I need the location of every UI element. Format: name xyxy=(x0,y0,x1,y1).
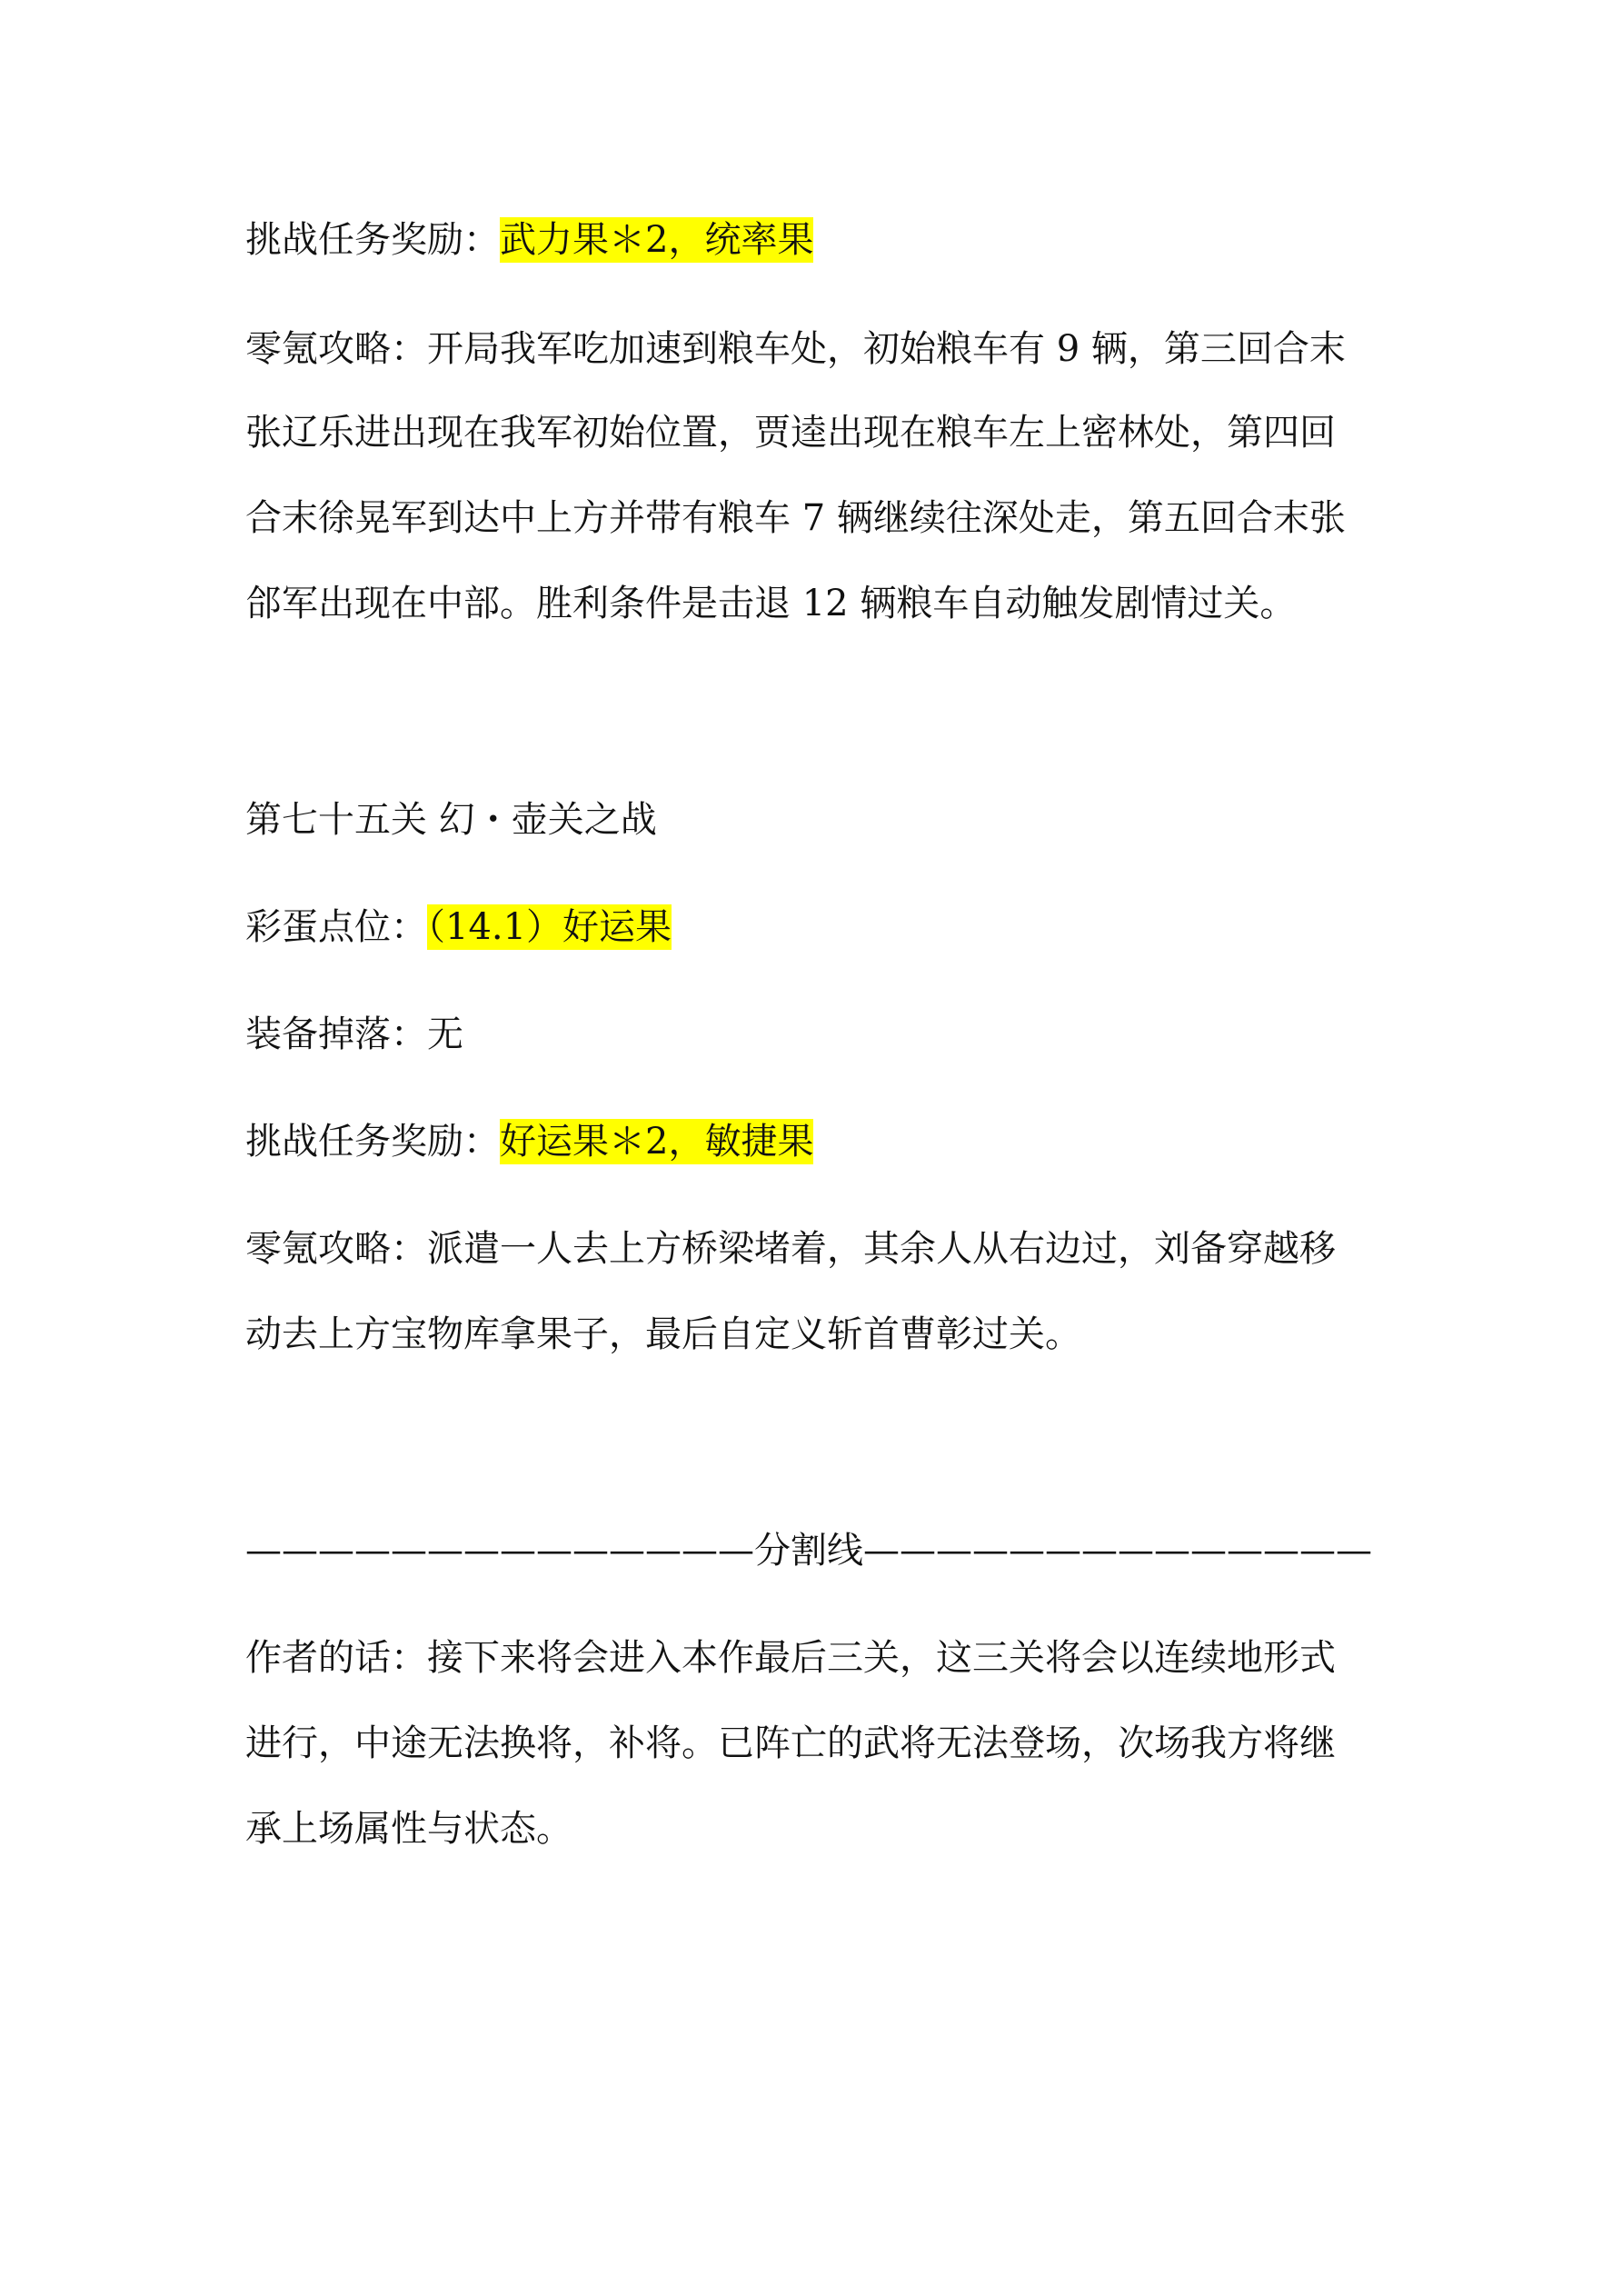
strategy-line: 合末徐晃军到达中上方并带有粮车 7 辆继续往深处走，第五回合末张 xyxy=(245,497,1346,539)
strategy-line: 郃军出现在中部。胜利条件是击退 12 辆粮车自动触发剧情过关。 xyxy=(245,583,1297,624)
level-title: 第七十五关 幻・壶关之战 xyxy=(245,799,657,841)
reward-label: 挑战任务奖励： xyxy=(245,1121,500,1163)
reward-value-highlight: 武力果＊2，统率果 xyxy=(500,219,814,261)
reward-line-2 xyxy=(245,1116,1390,1167)
author-note-line: 承上场属性与状态。 xyxy=(245,1808,572,1850)
easter-egg-line xyxy=(245,902,1390,953)
author-note-line: 进行，中途无法换将，补将。已阵亡的武将无法登场，次场我方将继 xyxy=(245,1722,1336,1764)
reward-value-highlight: 好运果＊2，敏捷果 xyxy=(500,1121,814,1163)
strategy-line: 零氪攻略：开局我军吃加速到粮车处，初始粮车有 9 辆，第三回合末 xyxy=(245,328,1346,370)
section-divider: ——————————————分割线—————————————— xyxy=(245,1530,1372,1572)
author-note-line: 作者的话：接下来将会进入本作最后三关，这三关将会以连续地形式 xyxy=(245,1637,1336,1679)
equipment-drop-value: 无 xyxy=(427,1013,463,1055)
equipment-drop-line xyxy=(245,1009,1390,1060)
strategy-line: 零氪攻略：派遣一人去上方桥梁堵着，其余人从右边过，刘备穿越移 xyxy=(245,1228,1336,1270)
reward-label: 挑战任务奖励： xyxy=(245,219,500,261)
easter-egg-label: 彩蛋点位： xyxy=(245,906,427,948)
reward-line-1 xyxy=(245,215,1390,265)
strategy-line: 动去上方宝物库拿果子，最后自定义斩首曹彰过关。 xyxy=(245,1313,1081,1355)
strategy-line: 张辽乐进出现在我军初始位置，贾逵出现在粮车左上密林处，第四回 xyxy=(245,412,1336,454)
easter-egg-value-highlight: （14.1）好运果 xyxy=(427,906,672,948)
equipment-drop-label: 装备掉落： xyxy=(245,1013,427,1055)
